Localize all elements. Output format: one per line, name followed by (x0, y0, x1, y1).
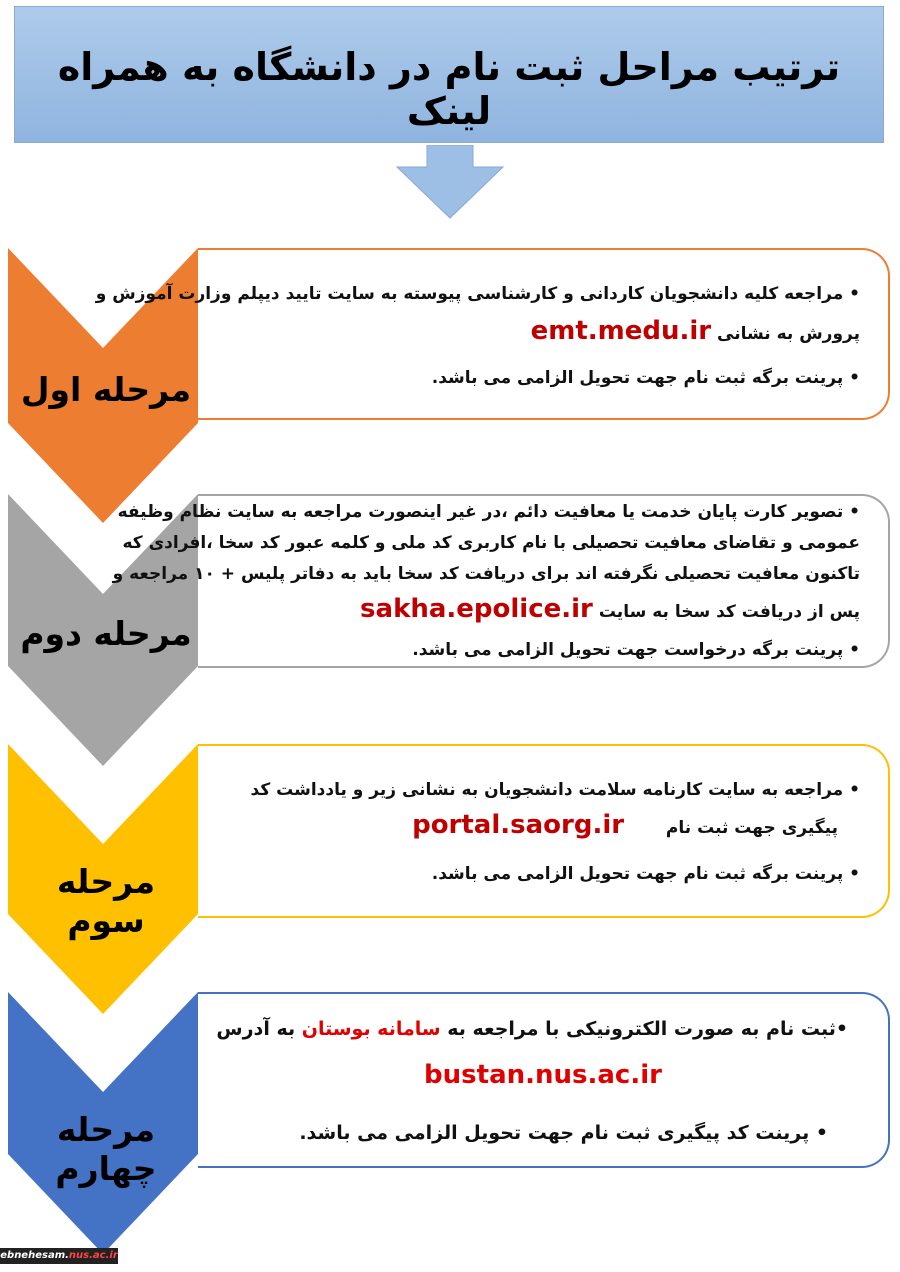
stage-4-highlight: سامانه بوستان (301, 1018, 441, 1040)
stage-4-card (198, 992, 890, 1168)
stage-1-label: مرحله اول (20, 370, 192, 409)
stage-2-line-2: عمومی و تقاضای معافیت تحصیلی با نام کاربری کد ملی و کلمه عبور کد سخا ،افرادی که (122, 533, 860, 553)
stage-3 (0, 744, 900, 1014)
stage-2-line-4 (218, 594, 860, 624)
stage-2-line-5: • پرینت برگه درخواست جهت تحویل الزامی می باشد. (412, 640, 860, 660)
stage-3-label: مرحله سوم (56, 862, 156, 940)
stage-3-card (198, 744, 890, 918)
stage-2-label: مرحله دوم (20, 614, 192, 653)
stage-2-link[interactable]: sakha.epolice.ir (360, 594, 593, 624)
stage-4-line-1-c: به آدرس (216, 1018, 296, 1040)
stage-1-line-2-text: پرورش به نشانی (717, 324, 860, 344)
stage-4-line-1 (218, 1018, 848, 1040)
stage-2-line-1: • تصویر کارت پایان خدمت یا معافیت دائم ،در غیر اینصورت مراجعه به سایت نظام وظیفه (117, 502, 860, 522)
stage-4-link[interactable]: bustan.nus.ac.ir (424, 1060, 662, 1090)
stage-4-label: مرحله چهارم (55, 1110, 157, 1188)
page-title: ترتیب مراحل ثبت نام در دانشگاه به همراه لینک (57, 45, 841, 133)
down-arrow-icon (395, 145, 505, 220)
stage-3-line-2-text: پیگیری جهت ثبت نام (665, 818, 838, 838)
footer-prefix: ebnehesam. (0, 1250, 69, 1261)
stage-1-line-3: • پرینت برگه ثبت نام جهت تحویل الزامی می باشد. (431, 368, 860, 388)
stage-1-line-1: • مراجعه کلیه دانشجویان کاردانی و کارشناسی پیوسته به سایت تایید دیپلم وزارت آموزش و (95, 284, 860, 304)
stage-1-line-2 (218, 316, 860, 346)
stage-4-line-3: • پرینت کد پیگیری ثبت نام جهت تحویل الزامی می باشد. (299, 1122, 828, 1144)
title-banner (14, 6, 884, 143)
stage-3-link[interactable]: portal.saorg.ir (412, 810, 625, 840)
footer-watermark (0, 1248, 118, 1264)
stage-3-line-3: • پرینت برگه ثبت نام جهت تحویل الزامی می باشد. (431, 864, 860, 884)
stage-1 (0, 248, 900, 523)
stage-3-line-1: • مراجعه به سایت کارنامه سلامت دانشجویان به نشانی زیر و یادداشت کد (250, 780, 860, 800)
stage-4-line-2 (198, 1060, 888, 1090)
stage-2-line-3: تاکنون معافیت تحصیلی نگرفته اند برای دریافت کد سخا باید به دفاتر پلیس + ۱۰ مراجعه و (112, 564, 860, 584)
stage-2-card (112, 494, 890, 668)
stage-1-link[interactable]: emt.medu.ir (530, 316, 712, 346)
stage-3-line-2 (218, 810, 838, 840)
stage-2-line-4-text: پس از دریافت کد سخا به سایت (598, 602, 860, 622)
stage-2 (0, 494, 900, 766)
footer-suffix: nus.ac.ir (68, 1250, 118, 1261)
stage-4-line-1-a: •ثبت نام به صورت الکترونیکی با مراجعه به (447, 1018, 848, 1040)
stage-4 (0, 992, 900, 1254)
